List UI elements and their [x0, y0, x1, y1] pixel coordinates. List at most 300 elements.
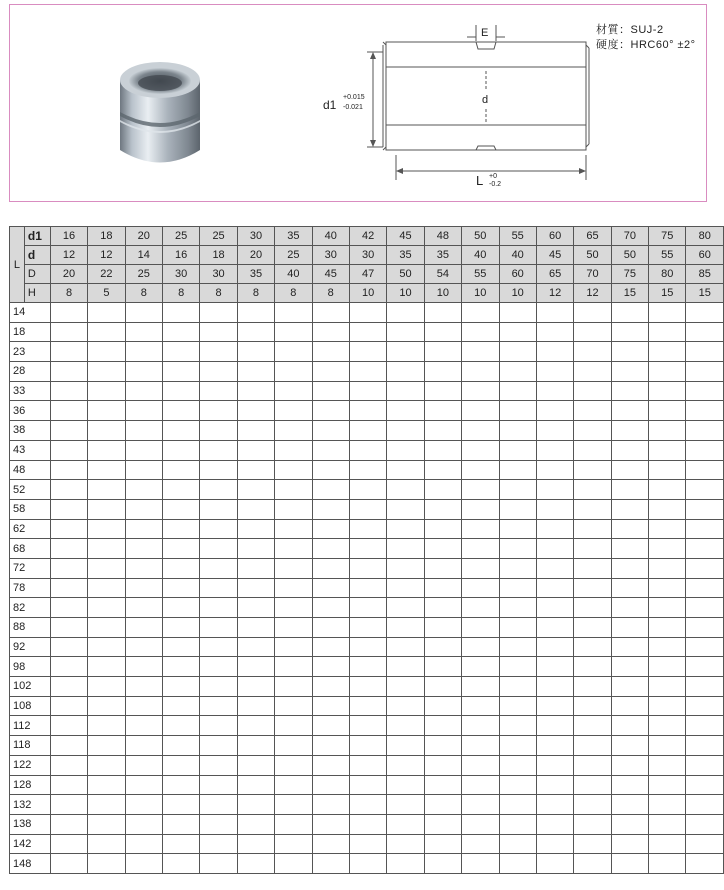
order-cell[interactable] — [312, 499, 349, 519]
order-cell[interactable] — [574, 618, 611, 638]
order-cell[interactable] — [574, 716, 611, 736]
order-cell[interactable] — [574, 755, 611, 775]
order-cell[interactable] — [649, 814, 686, 834]
order-cell[interactable] — [349, 421, 386, 441]
order-cell[interactable] — [649, 578, 686, 598]
order-cell[interactable] — [499, 303, 536, 323]
order-cell[interactable] — [574, 460, 611, 480]
order-cell[interactable] — [462, 854, 499, 874]
order-cell[interactable] — [275, 440, 312, 460]
order-cell[interactable] — [462, 677, 499, 697]
order-cell[interactable] — [574, 775, 611, 795]
order-cell[interactable] — [349, 519, 386, 539]
order-cell[interactable] — [200, 381, 237, 401]
order-cell[interactable] — [275, 598, 312, 618]
order-cell[interactable] — [611, 637, 648, 657]
order-cell[interactable] — [50, 322, 87, 342]
order-cell[interactable] — [275, 322, 312, 342]
order-cell[interactable] — [536, 795, 573, 815]
order-cell[interactable] — [312, 736, 349, 756]
order-cell[interactable] — [237, 440, 274, 460]
order-cell[interactable] — [349, 480, 386, 500]
order-cell[interactable] — [387, 421, 424, 441]
order-cell[interactable] — [649, 480, 686, 500]
order-cell[interactable] — [611, 539, 648, 559]
order-cell[interactable] — [387, 637, 424, 657]
order-cell[interactable] — [686, 834, 724, 854]
order-cell[interactable] — [611, 834, 648, 854]
order-cell[interactable] — [536, 677, 573, 697]
order-cell[interactable] — [312, 834, 349, 854]
order-cell[interactable] — [200, 795, 237, 815]
order-cell[interactable] — [125, 558, 162, 578]
order-cell[interactable] — [424, 401, 461, 421]
order-cell[interactable] — [686, 381, 724, 401]
order-cell[interactable] — [499, 775, 536, 795]
order-cell[interactable] — [424, 696, 461, 716]
order-cell[interactable] — [162, 637, 199, 657]
order-cell[interactable] — [125, 696, 162, 716]
order-cell[interactable] — [162, 578, 199, 598]
order-cell[interactable] — [162, 460, 199, 480]
order-cell[interactable] — [536, 755, 573, 775]
order-cell[interactable] — [312, 342, 349, 362]
order-cell[interactable] — [125, 598, 162, 618]
order-cell[interactable] — [499, 795, 536, 815]
order-cell[interactable] — [162, 519, 199, 539]
order-cell[interactable] — [50, 342, 87, 362]
order-cell[interactable] — [462, 814, 499, 834]
order-cell[interactable] — [312, 303, 349, 323]
order-cell[interactable] — [88, 578, 125, 598]
order-cell[interactable] — [536, 342, 573, 362]
order-cell[interactable] — [162, 322, 199, 342]
order-cell[interactable] — [237, 775, 274, 795]
order-cell[interactable] — [162, 598, 199, 618]
order-cell[interactable] — [162, 795, 199, 815]
order-cell[interactable] — [312, 677, 349, 697]
order-cell[interactable] — [462, 460, 499, 480]
order-cell[interactable] — [686, 736, 724, 756]
order-cell[interactable] — [686, 814, 724, 834]
order-cell[interactable] — [649, 401, 686, 421]
order-cell[interactable] — [162, 677, 199, 697]
order-cell[interactable] — [88, 519, 125, 539]
order-cell[interactable] — [387, 401, 424, 421]
order-cell[interactable] — [162, 421, 199, 441]
order-cell[interactable] — [349, 834, 386, 854]
order-cell[interactable] — [499, 401, 536, 421]
order-cell[interactable] — [349, 362, 386, 382]
order-cell[interactable] — [387, 834, 424, 854]
order-cell[interactable] — [462, 834, 499, 854]
order-cell[interactable] — [686, 775, 724, 795]
order-cell[interactable] — [125, 795, 162, 815]
order-cell[interactable] — [462, 637, 499, 657]
order-cell[interactable] — [200, 480, 237, 500]
order-cell[interactable] — [686, 421, 724, 441]
order-cell[interactable] — [312, 755, 349, 775]
order-cell[interactable] — [349, 795, 386, 815]
order-cell[interactable] — [349, 460, 386, 480]
order-cell[interactable] — [312, 519, 349, 539]
order-cell[interactable] — [387, 854, 424, 874]
order-cell[interactable] — [125, 303, 162, 323]
order-cell[interactable] — [499, 499, 536, 519]
order-cell[interactable] — [611, 499, 648, 519]
order-cell[interactable] — [574, 362, 611, 382]
order-cell[interactable] — [387, 460, 424, 480]
order-cell[interactable] — [424, 519, 461, 539]
order-cell[interactable] — [349, 814, 386, 834]
order-cell[interactable] — [275, 775, 312, 795]
order-cell[interactable] — [162, 381, 199, 401]
order-cell[interactable] — [125, 618, 162, 638]
order-cell[interactable] — [125, 637, 162, 657]
order-cell[interactable] — [499, 834, 536, 854]
order-cell[interactable] — [349, 499, 386, 519]
order-cell[interactable] — [499, 814, 536, 834]
order-cell[interactable] — [237, 539, 274, 559]
order-cell[interactable] — [50, 637, 87, 657]
order-cell[interactable] — [349, 677, 386, 697]
order-cell[interactable] — [275, 578, 312, 598]
order-cell[interactable] — [574, 381, 611, 401]
order-cell[interactable] — [536, 303, 573, 323]
order-cell[interactable] — [574, 519, 611, 539]
order-cell[interactable] — [686, 440, 724, 460]
order-cell[interactable] — [125, 440, 162, 460]
order-cell[interactable] — [162, 755, 199, 775]
order-cell[interactable] — [649, 736, 686, 756]
order-cell[interactable] — [50, 775, 87, 795]
order-cell[interactable] — [424, 755, 461, 775]
order-cell[interactable] — [200, 401, 237, 421]
order-cell[interactable] — [349, 696, 386, 716]
order-cell[interactable] — [237, 460, 274, 480]
order-cell[interactable] — [424, 499, 461, 519]
order-cell[interactable] — [574, 696, 611, 716]
order-cell[interactable] — [536, 716, 573, 736]
order-cell[interactable] — [200, 558, 237, 578]
order-cell[interactable] — [462, 440, 499, 460]
order-cell[interactable] — [686, 342, 724, 362]
order-cell[interactable] — [574, 342, 611, 362]
order-cell[interactable] — [349, 381, 386, 401]
order-cell[interactable] — [649, 677, 686, 697]
order-cell[interactable] — [536, 421, 573, 441]
order-cell[interactable] — [88, 637, 125, 657]
order-cell[interactable] — [275, 854, 312, 874]
order-cell[interactable] — [574, 677, 611, 697]
order-cell[interactable] — [536, 460, 573, 480]
order-cell[interactable] — [574, 499, 611, 519]
order-cell[interactable] — [462, 381, 499, 401]
order-cell[interactable] — [275, 342, 312, 362]
order-cell[interactable] — [125, 657, 162, 677]
order-cell[interactable] — [162, 303, 199, 323]
order-cell[interactable] — [536, 499, 573, 519]
order-cell[interactable] — [237, 618, 274, 638]
order-cell[interactable] — [200, 460, 237, 480]
order-cell[interactable] — [462, 696, 499, 716]
order-cell[interactable] — [387, 381, 424, 401]
order-cell[interactable] — [387, 657, 424, 677]
order-cell[interactable] — [686, 322, 724, 342]
order-cell[interactable] — [611, 775, 648, 795]
order-cell[interactable] — [312, 814, 349, 834]
order-cell[interactable] — [349, 755, 386, 775]
order-cell[interactable] — [237, 480, 274, 500]
order-cell[interactable] — [88, 342, 125, 362]
order-cell[interactable] — [462, 716, 499, 736]
order-cell[interactable] — [237, 322, 274, 342]
order-cell[interactable] — [349, 637, 386, 657]
order-cell[interactable] — [649, 696, 686, 716]
order-cell[interactable] — [611, 578, 648, 598]
order-cell[interactable] — [237, 342, 274, 362]
order-cell[interactable] — [237, 834, 274, 854]
order-cell[interactable] — [649, 657, 686, 677]
order-cell[interactable] — [649, 854, 686, 874]
order-cell[interactable] — [88, 696, 125, 716]
order-cell[interactable] — [686, 578, 724, 598]
order-cell[interactable] — [275, 519, 312, 539]
order-cell[interactable] — [88, 795, 125, 815]
order-cell[interactable] — [499, 539, 536, 559]
order-cell[interactable] — [611, 795, 648, 815]
order-cell[interactable] — [462, 342, 499, 362]
order-cell[interactable] — [349, 440, 386, 460]
order-cell[interactable] — [499, 677, 536, 697]
order-cell[interactable] — [536, 362, 573, 382]
order-cell[interactable] — [499, 322, 536, 342]
order-cell[interactable] — [499, 618, 536, 638]
order-cell[interactable] — [536, 480, 573, 500]
order-cell[interactable] — [50, 362, 87, 382]
order-cell[interactable] — [88, 775, 125, 795]
order-cell[interactable] — [237, 381, 274, 401]
order-cell[interactable] — [649, 539, 686, 559]
order-cell[interactable] — [275, 618, 312, 638]
order-cell[interactable] — [349, 598, 386, 618]
order-cell[interactable] — [387, 618, 424, 638]
order-cell[interactable] — [125, 401, 162, 421]
order-cell[interactable] — [275, 637, 312, 657]
order-cell[interactable] — [50, 539, 87, 559]
order-cell[interactable] — [312, 421, 349, 441]
order-cell[interactable] — [424, 362, 461, 382]
order-cell[interactable] — [536, 637, 573, 657]
order-cell[interactable] — [312, 381, 349, 401]
order-cell[interactable] — [686, 618, 724, 638]
order-cell[interactable] — [50, 696, 87, 716]
order-cell[interactable] — [611, 519, 648, 539]
order-cell[interactable] — [162, 775, 199, 795]
order-cell[interactable] — [387, 736, 424, 756]
order-cell[interactable] — [499, 460, 536, 480]
order-cell[interactable] — [499, 519, 536, 539]
order-cell[interactable] — [162, 854, 199, 874]
order-cell[interactable] — [275, 696, 312, 716]
order-cell[interactable] — [275, 539, 312, 559]
order-cell[interactable] — [536, 618, 573, 638]
order-cell[interactable] — [275, 421, 312, 441]
order-cell[interactable] — [536, 736, 573, 756]
order-cell[interactable] — [162, 499, 199, 519]
order-cell[interactable] — [50, 519, 87, 539]
order-cell[interactable] — [162, 401, 199, 421]
order-cell[interactable] — [200, 814, 237, 834]
order-cell[interactable] — [349, 775, 386, 795]
order-cell[interactable] — [312, 657, 349, 677]
order-cell[interactable] — [200, 736, 237, 756]
order-cell[interactable] — [162, 480, 199, 500]
order-cell[interactable] — [424, 814, 461, 834]
order-cell[interactable] — [162, 716, 199, 736]
order-cell[interactable] — [686, 499, 724, 519]
order-cell[interactable] — [611, 322, 648, 342]
order-cell[interactable] — [200, 499, 237, 519]
order-cell[interactable] — [387, 755, 424, 775]
order-cell[interactable] — [387, 499, 424, 519]
order-cell[interactable] — [312, 578, 349, 598]
order-cell[interactable] — [574, 303, 611, 323]
order-cell[interactable] — [50, 381, 87, 401]
order-cell[interactable] — [649, 834, 686, 854]
order-cell[interactable] — [50, 480, 87, 500]
order-cell[interactable] — [462, 322, 499, 342]
order-cell[interactable] — [50, 755, 87, 775]
order-cell[interactable] — [686, 362, 724, 382]
order-cell[interactable] — [125, 362, 162, 382]
order-cell[interactable] — [387, 480, 424, 500]
order-cell[interactable] — [499, 755, 536, 775]
order-cell[interactable] — [162, 539, 199, 559]
order-cell[interactable] — [499, 421, 536, 441]
order-cell[interactable] — [312, 480, 349, 500]
order-cell[interactable] — [424, 539, 461, 559]
order-cell[interactable] — [387, 558, 424, 578]
order-cell[interactable] — [536, 558, 573, 578]
order-cell[interactable] — [125, 578, 162, 598]
order-cell[interactable] — [50, 558, 87, 578]
order-cell[interactable] — [499, 381, 536, 401]
order-cell[interactable] — [200, 303, 237, 323]
order-cell[interactable] — [237, 421, 274, 441]
order-cell[interactable] — [349, 716, 386, 736]
order-cell[interactable] — [611, 362, 648, 382]
order-cell[interactable] — [200, 775, 237, 795]
order-cell[interactable] — [649, 519, 686, 539]
order-cell[interactable] — [611, 401, 648, 421]
order-cell[interactable] — [649, 598, 686, 618]
order-cell[interactable] — [462, 598, 499, 618]
order-cell[interactable] — [686, 795, 724, 815]
order-cell[interactable] — [237, 303, 274, 323]
order-cell[interactable] — [50, 657, 87, 677]
order-cell[interactable] — [611, 460, 648, 480]
order-cell[interactable] — [499, 657, 536, 677]
order-cell[interactable] — [611, 598, 648, 618]
order-cell[interactable] — [574, 657, 611, 677]
order-cell[interactable] — [200, 421, 237, 441]
order-cell[interactable] — [649, 795, 686, 815]
order-cell[interactable] — [237, 657, 274, 677]
order-cell[interactable] — [200, 637, 237, 657]
order-cell[interactable] — [387, 362, 424, 382]
order-cell[interactable] — [237, 637, 274, 657]
order-cell[interactable] — [275, 499, 312, 519]
order-cell[interactable] — [574, 440, 611, 460]
order-cell[interactable] — [611, 480, 648, 500]
order-cell[interactable] — [686, 677, 724, 697]
order-cell[interactable] — [536, 834, 573, 854]
order-cell[interactable] — [536, 322, 573, 342]
order-cell[interactable] — [50, 499, 87, 519]
order-cell[interactable] — [387, 677, 424, 697]
order-cell[interactable] — [499, 637, 536, 657]
order-cell[interactable] — [686, 716, 724, 736]
order-cell[interactable] — [200, 598, 237, 618]
order-cell[interactable] — [649, 362, 686, 382]
order-cell[interactable] — [200, 362, 237, 382]
order-cell[interactable] — [649, 755, 686, 775]
order-cell[interactable] — [424, 834, 461, 854]
order-cell[interactable] — [611, 814, 648, 834]
order-cell[interactable] — [574, 322, 611, 342]
order-cell[interactable] — [686, 637, 724, 657]
order-cell[interactable] — [649, 440, 686, 460]
order-cell[interactable] — [686, 480, 724, 500]
order-cell[interactable] — [574, 598, 611, 618]
order-cell[interactable] — [50, 421, 87, 441]
order-cell[interactable] — [424, 342, 461, 362]
order-cell[interactable] — [312, 716, 349, 736]
order-cell[interactable] — [349, 657, 386, 677]
order-cell[interactable] — [237, 696, 274, 716]
order-cell[interactable] — [424, 381, 461, 401]
order-cell[interactable] — [275, 834, 312, 854]
order-cell[interactable] — [611, 854, 648, 874]
order-cell[interactable] — [424, 618, 461, 638]
order-cell[interactable] — [237, 755, 274, 775]
order-cell[interactable] — [424, 558, 461, 578]
order-cell[interactable] — [50, 618, 87, 638]
order-cell[interactable] — [574, 834, 611, 854]
order-cell[interactable] — [125, 480, 162, 500]
order-cell[interactable] — [312, 854, 349, 874]
order-cell[interactable] — [536, 775, 573, 795]
order-cell[interactable] — [88, 854, 125, 874]
order-cell[interactable] — [162, 657, 199, 677]
order-cell[interactable] — [387, 303, 424, 323]
order-cell[interactable] — [312, 322, 349, 342]
order-cell[interactable] — [312, 775, 349, 795]
order-cell[interactable] — [574, 421, 611, 441]
order-cell[interactable] — [312, 440, 349, 460]
order-cell[interactable] — [499, 696, 536, 716]
order-cell[interactable] — [424, 578, 461, 598]
order-cell[interactable] — [649, 775, 686, 795]
order-cell[interactable] — [275, 736, 312, 756]
order-cell[interactable] — [200, 519, 237, 539]
order-cell[interactable] — [574, 558, 611, 578]
order-cell[interactable] — [611, 440, 648, 460]
order-cell[interactable] — [237, 598, 274, 618]
order-cell[interactable] — [200, 677, 237, 697]
order-cell[interactable] — [387, 440, 424, 460]
